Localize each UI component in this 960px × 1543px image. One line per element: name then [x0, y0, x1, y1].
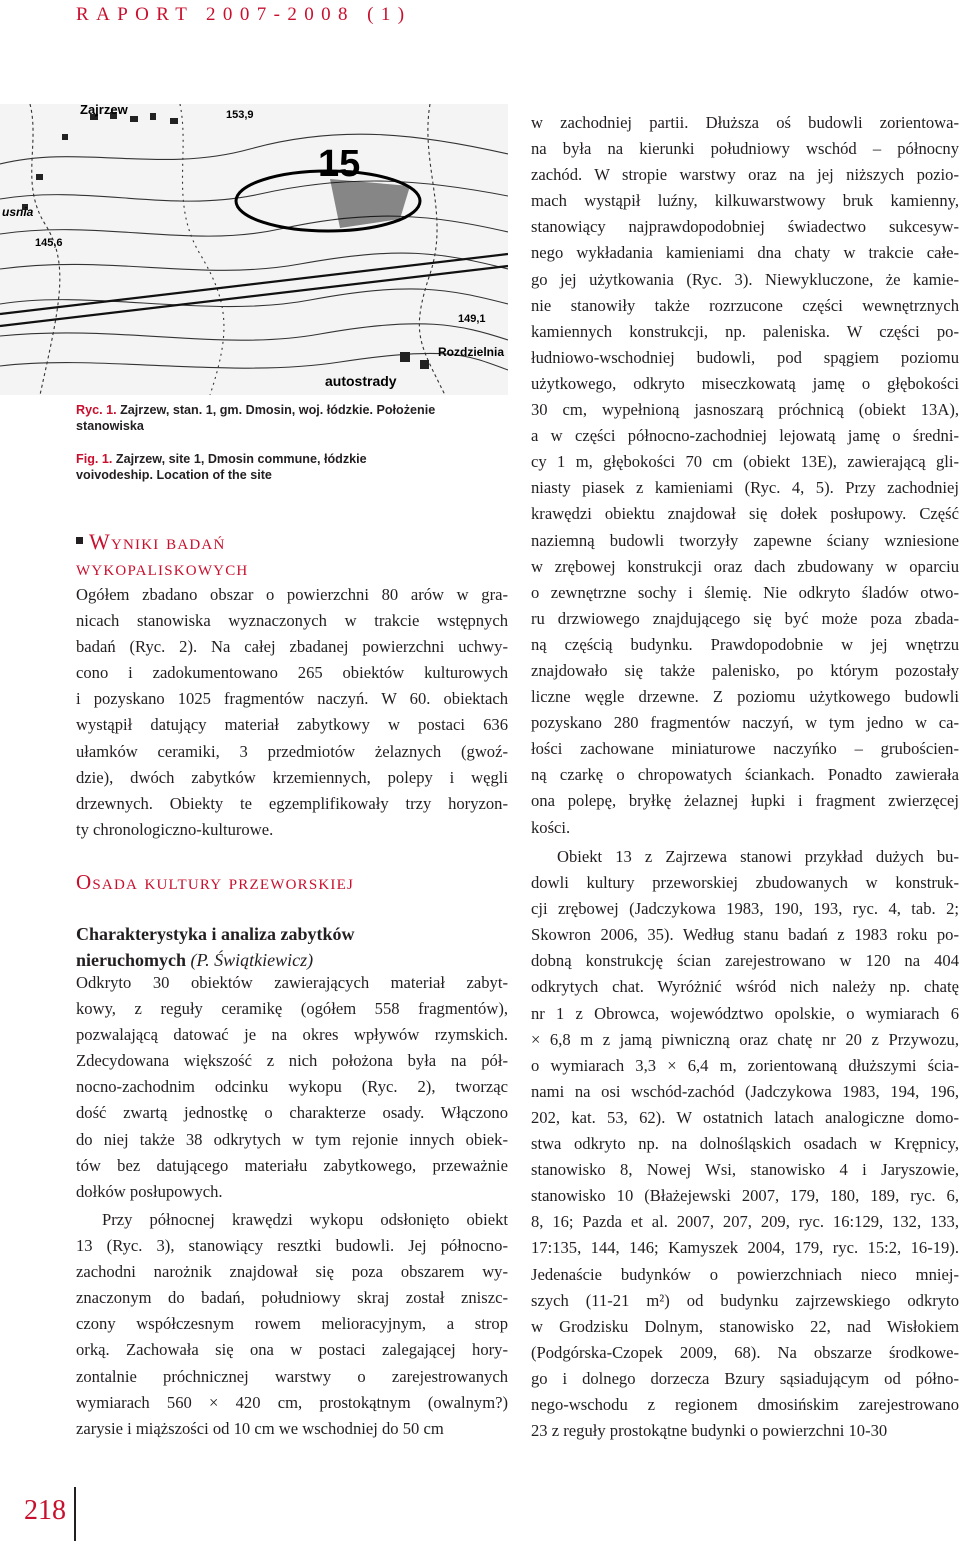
section-title [76, 529, 248, 581]
topographic-map-image [0, 104, 508, 395]
map-label-elevation-3: 149,1 [458, 313, 486, 325]
text-line: wystąpił datujący materiał zabytkowy w postaci 636 [76, 715, 508, 735]
text-line: tów bez datującego materiału zabytkowego, przeważnie [76, 1155, 508, 1175]
left-paragraph-2 [76, 970, 508, 1205]
text-line: ną częścią budynku. Prawdopodobnie w jej wnętrzu [531, 634, 959, 654]
text-line: łości zachowane miniaturowe naczyńko – grubościen- [531, 739, 959, 759]
text-line: badań (Ryc. 2). Na całej zbadanej powierzchni uchwy- [76, 637, 508, 657]
figure-caption-polish [76, 402, 436, 434]
map-label-rozdzielnia: Rozdzielnia [438, 345, 505, 359]
caption-label: Fig. 1. [76, 452, 113, 466]
caption-text: Zajrzew, stan. 1, gm. Dmosin, woj. łódzkie. Położenie stanowiska [76, 403, 436, 433]
text-line: ty chronologiczno-kulturowe. [76, 819, 274, 839]
text-line: ona polepę, bryłkę żelaznej łupki i fragment zwierzęcej [531, 791, 959, 811]
text-line: Ogółem zbadano obszar o powierzchni 80 arów w gra- [76, 585, 508, 604]
text-line: dobną konstrukcję ścian zarejestrowano w 120 na 404 [531, 951, 959, 971]
left-paragraph-3 [76, 1207, 508, 1442]
text-line: 13 (Ryc. 3), stanowiący resztki budowli. Jej północno- [76, 1236, 508, 1256]
caption-label: Ryc. 1. [76, 403, 117, 417]
text-line: zontalnie próchnicznej warstwy o zarejestrowanych [76, 1366, 508, 1386]
page-number: 218 [24, 1495, 66, 1526]
text-line: nocno-zachodnim odcinku wykopu (Ryc. 2), tworząc [76, 1077, 508, 1097]
text-line: Przy północnej krawędzi wykopu odsłonięto obiekt [102, 1210, 508, 1229]
text-line: w Grodzisku Dolnym, stanowisko 22, nad Wisłokiem [531, 1316, 959, 1336]
text-line: nr 1 z Obrowca, województwo opolskie, o wymiarach 6 [531, 1003, 959, 1023]
text-line: w zrębowej konstrukcji oraz dach zbudowany w oparciu [531, 556, 959, 576]
map-label-site-number: 15 [318, 143, 361, 185]
map-label-elevation-1: 153,9 [226, 109, 254, 121]
heading-line-2: nieruchomych [76, 950, 186, 970]
subsection-heading: Osada kultury przeworskiej [76, 870, 354, 894]
text-line: ru drzwiowego znajdującego się być może poza zbada- [531, 608, 959, 628]
section-title-line-1: Wyniki badań [89, 529, 226, 554]
text-line: Obiekt 13 z Zajrzewa stanowi przykład dużych bu- [557, 847, 959, 866]
text-line: nego-wschodu z regionem dmosińskim zarejestrowano [531, 1394, 959, 1414]
text-line: go jej użytkowania (Ryc. 3). Niewykluczone, że kamie- [531, 269, 959, 289]
text-line: znaczonym do badań, południowy skraj został zniszc- [76, 1288, 508, 1308]
right-paragraph-2 [531, 844, 959, 1444]
bullet-square-icon [76, 537, 83, 544]
map-label-autostrada: autostrady [325, 373, 397, 389]
page-number-divider [74, 1487, 76, 1541]
text-line: użytkowego, odkryto miseczkowatą jamę o głębokości [531, 373, 959, 393]
text-line: Jedenaście budynków o powierzchniach nieco mniej- [531, 1264, 959, 1284]
text-line: stanowisko 8, Nowej Wsi, stanowisko 4 i Jaryszowie, [531, 1160, 959, 1180]
text-line: × 6,8 m z jamą piwniczną oraz chatę nr 20 z Przywozu, [531, 1029, 959, 1049]
text-line: stanowisko 10 (Błażejewski 2007, 179, 180, 189, ryc. 6, [531, 1186, 959, 1206]
text-line: liczne węgle drzewne. Z poziomu użytkowego budowli [531, 687, 959, 707]
text-line: Skowron 2006, 35). Według stanu badań z 1983 roku po- [531, 925, 959, 945]
right-paragraph-1 [531, 110, 959, 841]
text-line: dzie), dwóch zabytków krzemiennych, polepy i węgli [76, 767, 508, 787]
text-line: pozyskano 280 fragmentów naczyń, w tym jedno w ca- [531, 713, 959, 733]
text-line: pozwalającą datować je na okres wpływów rzymskich. [76, 1025, 508, 1045]
text-line: 202, kat. 53, 62). W ostatnich latach analogiczne domo- [531, 1107, 959, 1127]
text-line: i pozyskano 1025 fragmentów naczyń. W 60. obiektach [76, 689, 508, 709]
figure-caption-english [76, 451, 436, 483]
text-line: wymiarach 560 × 420 cm, prostokątnym (owalnym?) [76, 1392, 508, 1412]
text-line: kowy, z reguły ceramikę (ogółem 558 fragmentów), [76, 999, 508, 1019]
text-line: dołków posłupowych. [76, 1181, 223, 1201]
text-line: ną czarkę o chropowatych ściankach. Ponadto zawierała [531, 765, 959, 785]
text-line: na była na kierunki południowy wschód – północny [531, 139, 959, 159]
map-label-zajrzew: Zajrzew [80, 104, 128, 117]
text-line: zachód. W stropie warstwy oraz na jej niższych pozio- [531, 165, 959, 185]
text-line: 23 z reguły prostokątne budynki o powierzchni 10-30 [531, 1421, 888, 1441]
text-line: w zachodniej partii. Dłuższa oś budowli zorientowa- [531, 113, 959, 132]
location-map [0, 104, 508, 395]
text-line: stwa odkryto np. na dolnośląskich osadach w Krępnicy, [531, 1134, 959, 1154]
text-line: ułamków ceramiki, 3 przedmiotów żelaznych (gwoź- [76, 741, 508, 761]
text-line: czony współczesnym rowem melioracyjnym, a strop [76, 1314, 508, 1334]
text-line: cji zrębowej (Jadczykowa 1983, 190, 193, ryc. 4, tab. 2; [531, 899, 959, 919]
caption-text: Zajrzew, site 1, Dmosin commune, łódzkie voivodeship. Location of the site [76, 452, 367, 482]
heading-author: (P. Świątkiewicz) [190, 950, 314, 970]
text-line: 30 cm, wypełnioną jasnoszarą próchnicą (obiekt 13A), [531, 400, 959, 420]
map-label-usnia: usnia [2, 205, 34, 219]
text-line: naziemną budowli tworzyły zapewne ściany wzniesione [531, 530, 959, 550]
text-line: krawędzi obiektu znajdował się dołek posłupowy. Część [531, 504, 959, 524]
text-line: dość zwartą jednostkę o charakterze osady. Włączono [76, 1103, 508, 1123]
text-line: odkrytych chat. Wyróżnić wśród nich należy np. chatę [531, 977, 959, 997]
text-line: nie stanowiły także rozrzucone części wewnętrznych [531, 295, 959, 315]
map-label-elevation-2: 145,6 [35, 237, 63, 249]
running-header: RAPORT 2007-2008 (1) [76, 4, 412, 25]
text-line: szych (11-21 m²) od budynku zajrzewskiego odkryto [531, 1290, 959, 1310]
text-line: mach wystąpił luźny, kilkuwarstwowy bruk kamienny, [531, 191, 959, 211]
left-paragraph-1 [76, 582, 508, 843]
text-line: cy 1 m, głębokości 70 cm (obiekt 13E), zawierającą gli- [531, 452, 959, 472]
text-line: zarysie i miąższości od 10 cm we wschodniej do 50 cm [76, 1418, 444, 1438]
text-line: go i dolnego dorzecza Bzury sąsiadującym od półno- [531, 1368, 959, 1388]
text-line: cono i zadokumentowano 265 obiektów kulturowych [76, 663, 508, 683]
text-line: orką. Zachowała się ona w postaci zalegającej hory- [76, 1340, 508, 1360]
text-line: 17:135, 144, 146; Kamyszek 2004, 179, ryc. 15:2, 16-19). [531, 1238, 959, 1258]
text-line: drzewnych. Obiekty te egzemplifikowały trzy horyzon- [76, 793, 508, 813]
text-line: nicach stanowiska wyznaczonych w trakcie wstępnych [76, 611, 508, 631]
text-line: łudniowo-wschodniej budowli, pod spągiem poziomu [531, 347, 959, 367]
text-line: znajdowało się także palenisko, po którym pozostały [531, 660, 959, 680]
text-line: a w części północno-zachodniej lejowatą jamę o średni- [531, 426, 959, 446]
text-line: zachodni narożnik znajdował się poza obszarem wy- [76, 1262, 508, 1282]
text-line: o zewnętrzne sochy i ślemię. Nie odkryto śladów otwo- [531, 582, 959, 602]
text-line: niasty piasek z kamieniami (Ryc. 4, 5). Przy zachodniej [531, 478, 959, 498]
heading-line-1: Charakterystyka i analiza zabytków [76, 924, 355, 944]
text-line: nami na osi wschód-zachód (Jadczykowa 1983, 194, 196, [531, 1081, 959, 1101]
text-line: stanowiący najprawdopodobniej świadectwo sukcesyw- [531, 217, 959, 237]
text-line: do niej także 38 odkrytych w tym rejonie innych obiek- [76, 1129, 508, 1149]
text-line: kości. [531, 817, 571, 837]
text-line: Odkryto 30 obiektów zawierających materiał zabyt- [76, 973, 508, 992]
text-line: (Podgórska-Czopek 2009, 68). Na obszarze środkowe- [531, 1342, 959, 1362]
text-line: o wymiarach 3,3 × 6,4 m, zorientowaną dłuższymi ścia- [531, 1055, 959, 1075]
text-line: Zdecydowana większość z nich położona była na pół- [76, 1051, 508, 1071]
text-line: nego wykładania kamieniami dna chaty w trakcie całe- [531, 243, 959, 263]
text-line: 8, 16; Pazda et al. 2007, 207, 209, ryc. 16:129, 132, 133, [531, 1212, 959, 1232]
text-line: dowli kultury przeworskiej zbudowanych w konstruk- [531, 873, 959, 893]
text-line: kamiennych konstrukcji, np. paleniska. W części po- [531, 321, 959, 341]
section-title-line-2: wykopaliskowych [76, 555, 249, 580]
subsubsection-heading [76, 921, 516, 973]
